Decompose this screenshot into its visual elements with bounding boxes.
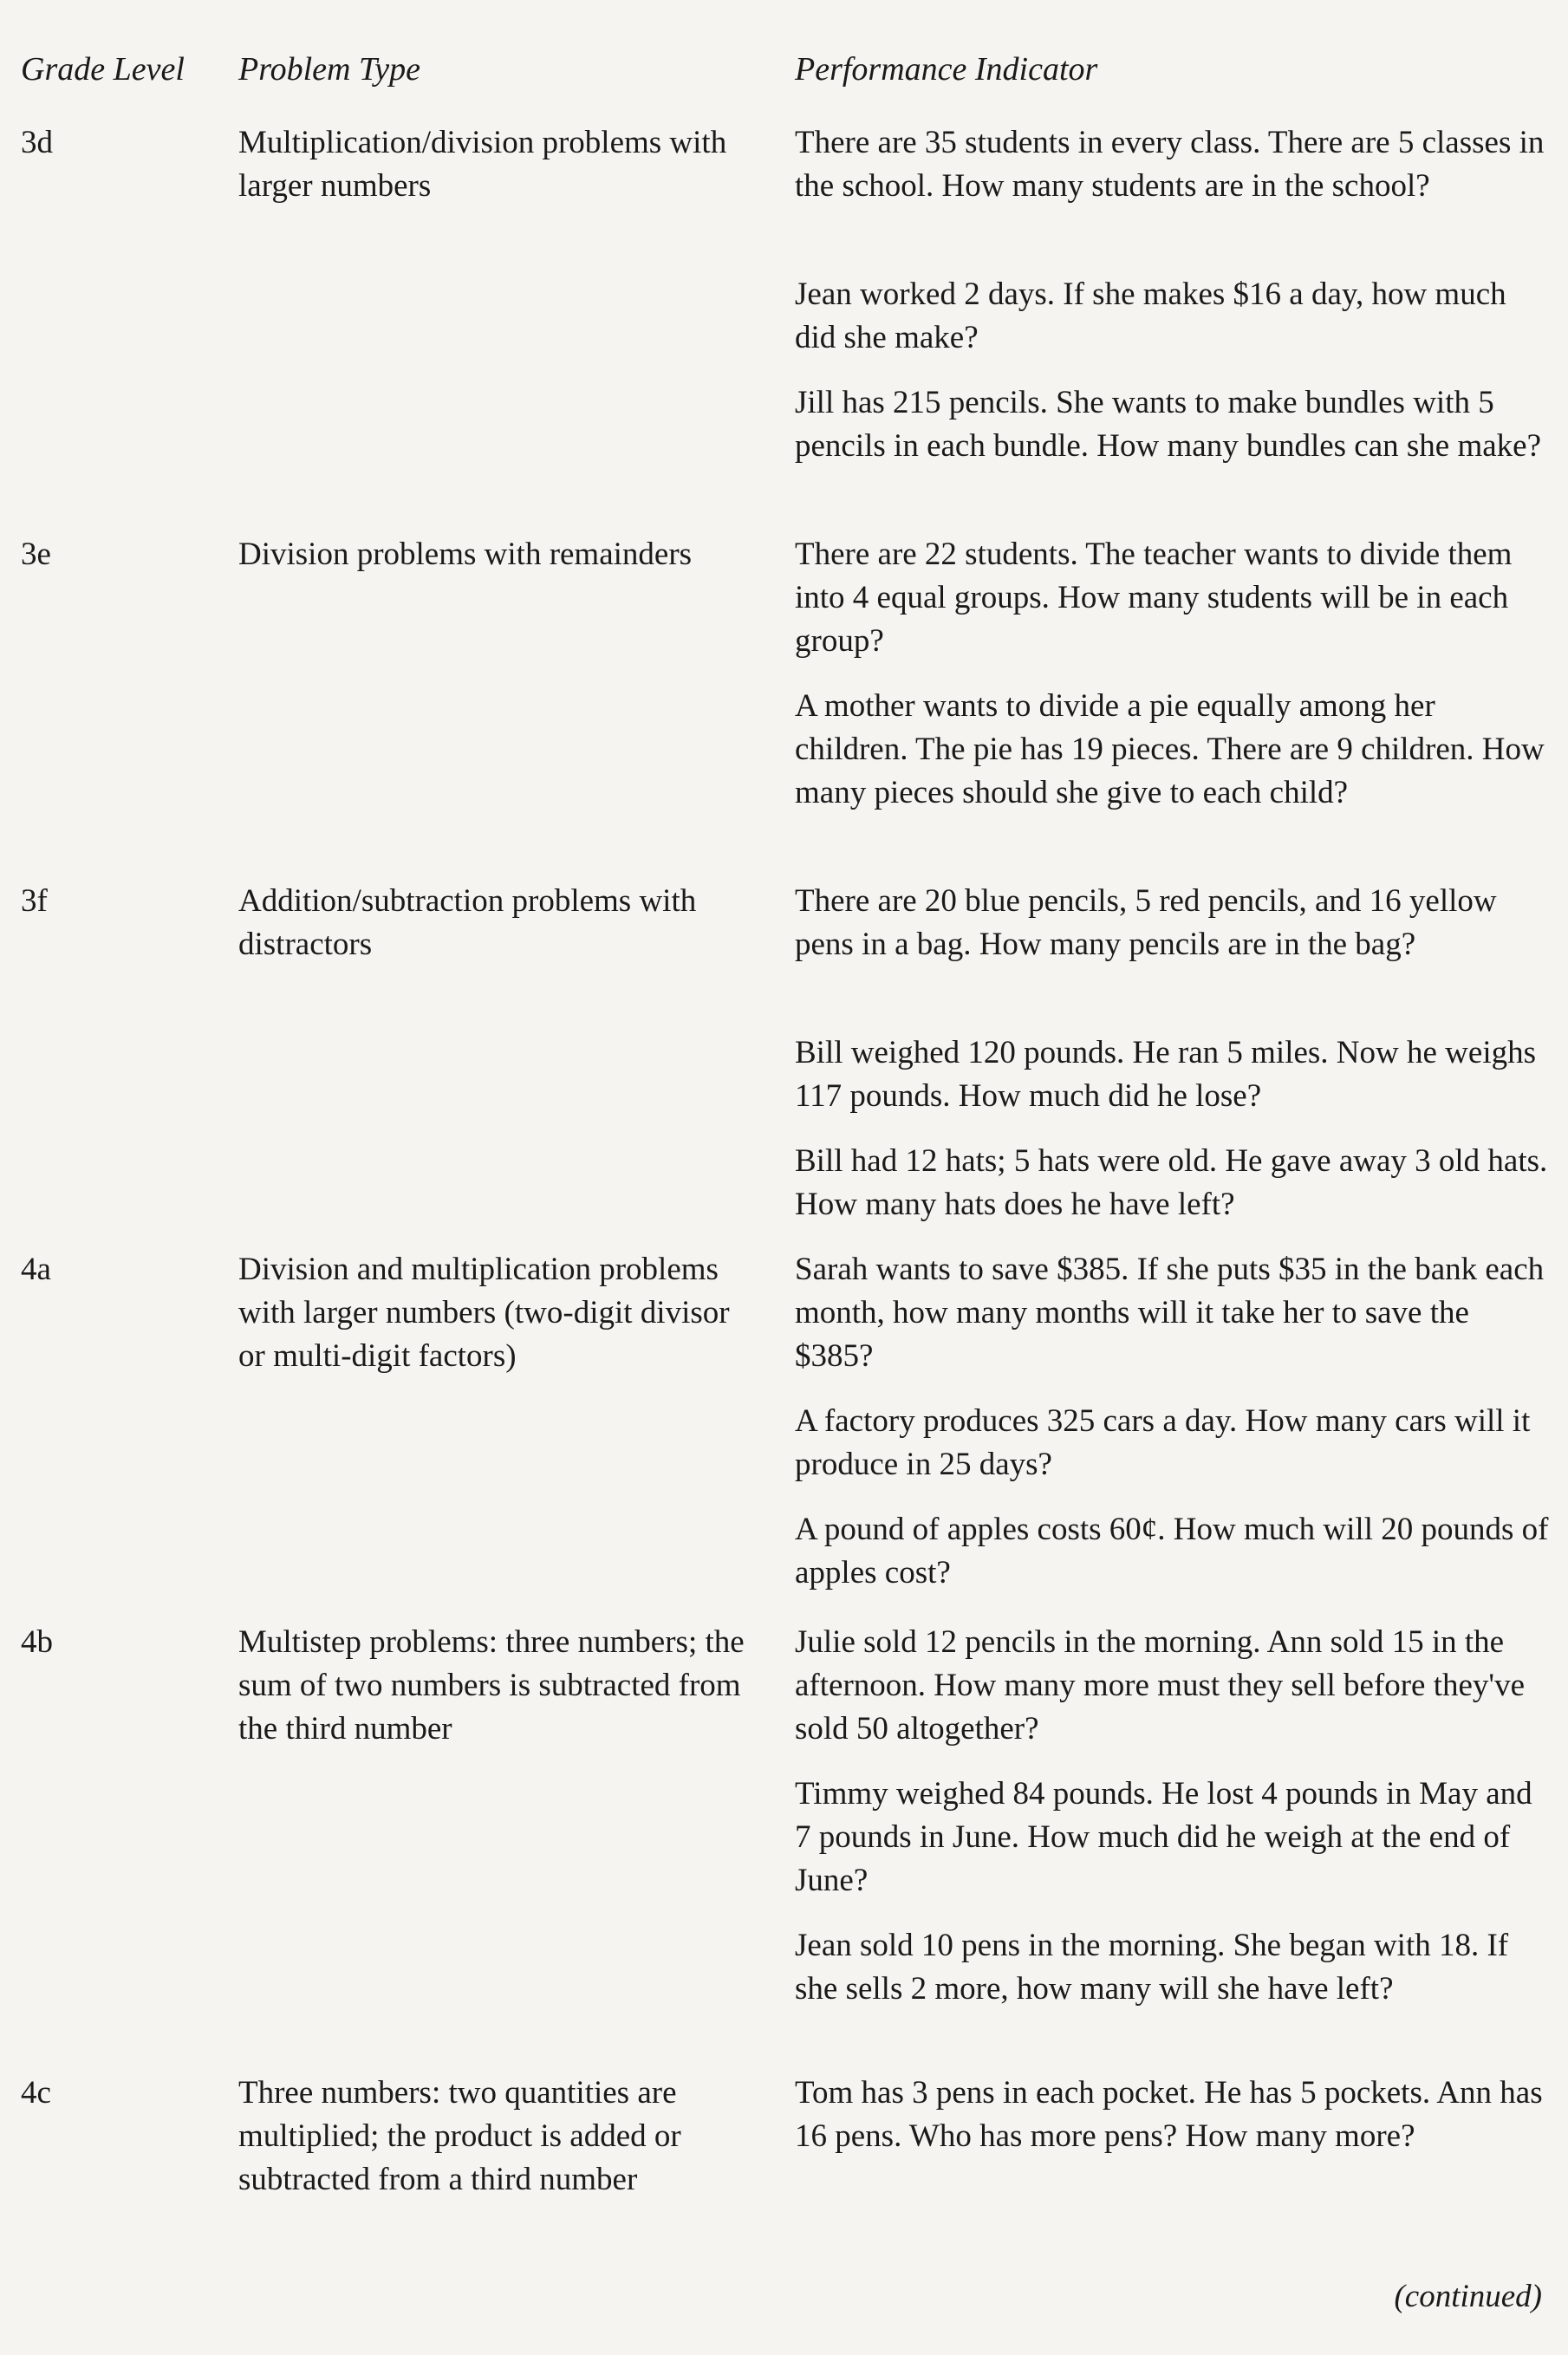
performance-indicator: Bill had 12 hats; 5 hats were old. He gave away 3 old hats. How many hats does he have left? (795, 1143, 1548, 1222)
performance-indicator: There are 20 blue pencils, 5 red pencils, and 16 yellow pens in a bag. How many pencils are in the bag? (795, 883, 1497, 962)
header-grade-level: Grade Level (21, 51, 185, 88)
performance-indicator: Sarah wants to save $385. If she puts $35 in the bank each month, how many months will it take her to save the $385? (795, 1252, 1545, 1374)
grade-level: 3e (21, 537, 51, 572)
performance-indicator: Julie sold 12 pencils in the morning. Ann sold 15 in the afternoon. How many more must they sell before they've sold 50 altogether? (795, 1624, 1526, 1747)
header-problem-type: Problem Type (238, 51, 421, 88)
grade-level: 3d (21, 125, 53, 160)
continued-note: (continued) (1394, 2279, 1542, 2314)
performance-indicator: A factory produces 325 cars a day. How many cars will it produce in 25 days? (795, 1403, 1531, 1482)
problem-type: Three numbers: two quantities are multiplied; the product is added or subtracted from a third number (238, 2075, 681, 2197)
problem-type: Division and multiplication problems with larger numbers (two-digit divisor or multi-digit factors) (238, 1252, 730, 1374)
grade-level: 4c (21, 2075, 51, 2111)
grade-level: 4b (21, 1624, 53, 1660)
performance-indicator: There are 35 students in every class. There are 5 classes in the school. How many students are in the school? (795, 125, 1545, 204)
grade-level: 3f (21, 883, 48, 919)
grade-level: 4a (21, 1252, 51, 1287)
performance-indicator: Tom has 3 pens in each pocket. He has 5 pockets. Ann has 16 pens. Who has more pens? How many more? (795, 2075, 1543, 2154)
performance-indicator: A mother wants to divide a pie equally among her children. The pie has 19 pieces. There are 9 children. How many pieces should she give to each child? (795, 688, 1545, 810)
problem-type: Addition/subtraction problems with distractors (238, 883, 697, 962)
performance-indicator: A pound of apples costs 60¢. How much will 20 pounds of apples cost? (795, 1512, 1549, 1591)
performance-indicator: Bill weighed 120 pounds. He ran 5 miles. Now he weighs 117 pounds. How much did he lose? (795, 1035, 1536, 1114)
problem-type: Multiplication/division problems with larger numbers (238, 125, 727, 204)
performance-indicator: There are 22 students. The teacher wants to divide them into 4 equal groups. How many students will be in each group? (795, 537, 1513, 659)
performance-indicator: Jill has 215 pencils. She wants to make bundles with 5 pencils in each bundle. How many bundles can she make? (795, 385, 1542, 464)
problem-type: Multistep problems: three numbers; the sum of two numbers is subtracted from the third number (238, 1624, 745, 1747)
header-performance-indicator: Performance Indicator (795, 51, 1098, 88)
problem-type: Division problems with remainders (238, 537, 693, 572)
performance-indicator: Jean worked 2 days. If she makes $16 a day, how much did she make? (795, 276, 1506, 355)
performance-indicator: Jean sold 10 pens in the morning. She began with 18. If she sells 2 more, how many will she have left? (795, 1928, 1509, 2007)
performance-indicator: Timmy weighed 84 pounds. He lost 4 pounds in May and 7 pounds in June. How much did he weigh at the end of June? (795, 1776, 1532, 1898)
